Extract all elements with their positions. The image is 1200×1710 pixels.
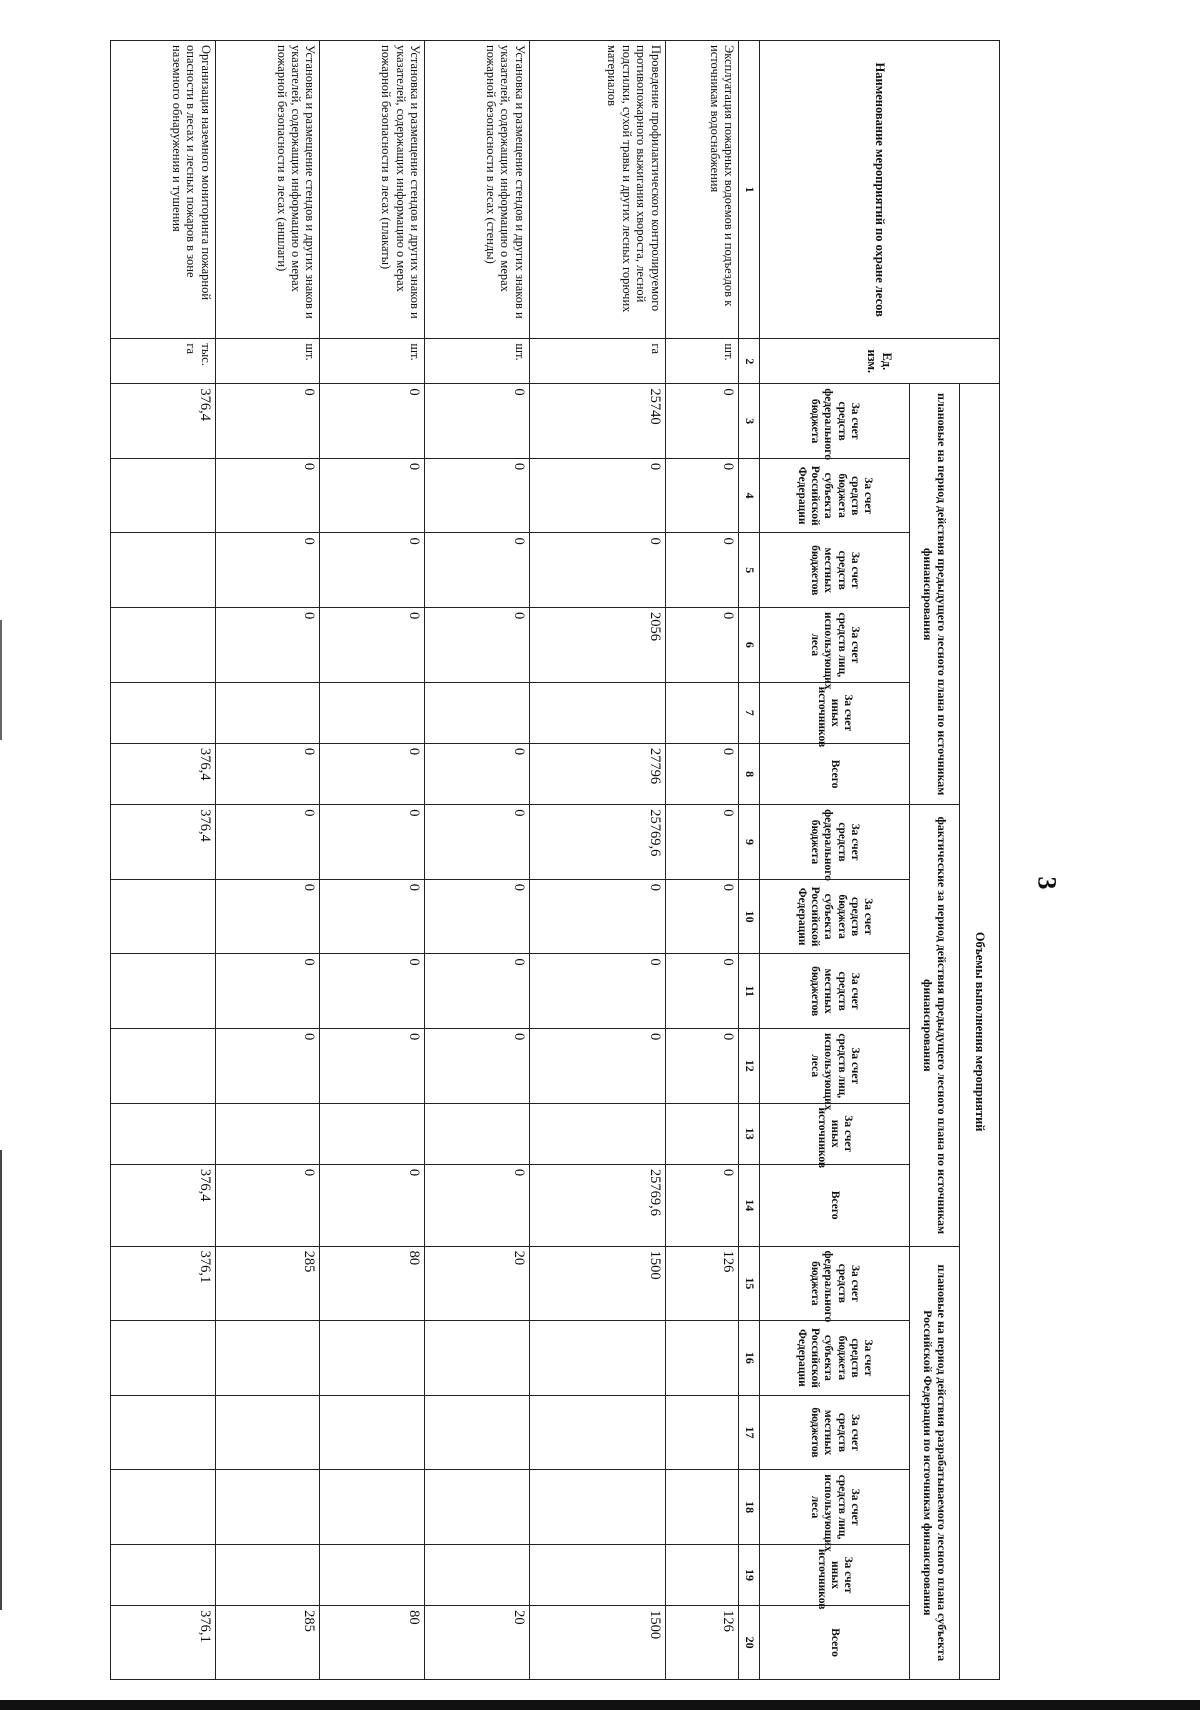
value-cell: 0 [215,608,320,683]
column-number: 15 [739,1246,760,1321]
header-group-planned-previous: плановые на период действия предыдущего лесного плана по источникам финансирования [910,384,960,805]
value-cell: 376,4 [111,1164,216,1246]
value-cell: 27796 [529,743,665,804]
header-source: За счет иных источников [760,1103,910,1164]
value-cell: 20 [425,1606,530,1680]
value-cell: 0 [320,743,425,804]
value-cell [111,1470,216,1545]
value-cell: 0 [320,458,425,533]
value-cell: 285 [215,1606,320,1680]
column-number: 19 [739,1544,760,1605]
header-volumes: Объемы выполнения мероприятий [960,384,1000,1680]
value-cell: 0 [320,384,425,459]
column-number: 11 [739,954,760,1029]
value-cell [111,1395,216,1470]
value-cell [320,682,425,743]
header-source: За счет средств лиц, использующих леса [760,608,910,683]
column-number: 17 [739,1395,760,1470]
scan-edge-mark [0,1150,2,1610]
value-cell: 0 [665,458,738,533]
activity-name: Организация наземного мониторинга пожарной опасности в лесах и лесных пожаров в зоне наземного обнаружения и тушения [111,41,216,339]
value-cell: 25769,6 [529,1164,665,1246]
forest-protection-table [110,40,1000,1680]
value-cell: 0 [665,954,738,1029]
column-number: 8 [739,743,760,804]
value-cell [529,1470,665,1545]
value-cell: 0 [320,954,425,1029]
value-cell [320,1103,425,1164]
scan-bottom-edge [0,1700,1200,1710]
value-cell [215,682,320,743]
value-cell [215,1103,320,1164]
activity-name: Установка и размещение стендов и других знаков и указателей, содержащих информацию о мерах пожарной безопасности в лесах (аншлаги) [215,41,320,339]
value-cell: 0 [529,954,665,1029]
value-cell [425,1395,530,1470]
unit-cell: га [529,339,665,384]
value-cell [529,1395,665,1470]
value-cell [111,533,216,608]
rotated-table-container [110,40,1000,1680]
value-cell: 0 [665,743,738,804]
table-row [111,41,216,1680]
header-group-actual-previous: фактические за период действия предыдущего лесного плана по источникам финансирования [910,805,960,1246]
column-number: 2 [739,339,760,384]
value-cell: 0 [320,879,425,954]
scan-edge-mark [0,620,2,740]
value-cell: 0 [425,805,530,880]
value-cell: 0 [529,879,665,954]
value-cell: 0 [425,954,530,1029]
value-cell [665,682,738,743]
value-cell [529,682,665,743]
header-source: Всего [760,1606,910,1680]
header-source: Всего [760,743,910,804]
value-cell [111,1321,216,1396]
header-group-planned-new: плановые на период действия разрабатываемого лесного плана субъекта Российской Федерации по источникам финансирования [910,1246,960,1679]
value-cell: 0 [215,384,320,459]
value-cell [320,1470,425,1545]
value-cell: 25769,6 [529,805,665,880]
column-number: 5 [739,533,760,608]
value-cell: 126 [665,1246,738,1321]
value-cell: 0 [215,805,320,880]
value-cell: 0 [665,384,738,459]
header-source: За счет средств лиц, использующих леса [760,1028,910,1103]
value-cell: 285 [215,1246,320,1321]
value-cell [215,1395,320,1470]
value-cell: 0 [320,1028,425,1103]
value-cell [425,1470,530,1545]
unit-cell: шт. [665,339,738,384]
value-cell: 0 [529,1028,665,1103]
value-cell [111,879,216,954]
header-source: За счет средств бюджета субъекта Российской Федерации [760,1321,910,1396]
value-cell: 376,4 [111,384,216,459]
column-number: 16 [739,1321,760,1396]
column-number: 4 [739,458,760,533]
table-row [665,41,738,1680]
value-cell [665,1395,738,1470]
table-row [215,41,320,1680]
value-cell: 0 [665,879,738,954]
table-row [425,41,530,1680]
column-number: 13 [739,1103,760,1164]
value-cell [665,1321,738,1396]
header-source: За счет иных источников [760,1544,910,1605]
value-cell [111,458,216,533]
value-cell [425,1321,530,1396]
header-source: За счет средств федерального бюджета [760,805,910,880]
value-cell: 0 [215,533,320,608]
value-cell [425,1103,530,1164]
value-cell: 0 [425,1028,530,1103]
column-number: 7 [739,682,760,743]
value-cell [111,682,216,743]
activity-name: Эксплуатация пожарных водоемов и подъездов к источникам водоснабжения [665,41,738,339]
value-cell: 376,4 [111,805,216,880]
value-cell [111,954,216,1029]
value-cell: 1500 [529,1606,665,1680]
column-number: 12 [739,1028,760,1103]
value-cell: 20 [425,1246,530,1321]
column-number: 1 [739,41,760,339]
value-cell: 376,1 [111,1246,216,1321]
value-cell: 0 [665,1164,738,1246]
value-cell: 0 [425,879,530,954]
value-cell: 0 [665,805,738,880]
value-cell [111,1028,216,1103]
value-cell [111,608,216,683]
unit-cell: тыс. га [111,339,216,384]
value-cell: 0 [529,458,665,533]
header-source: За счет средств бюджета субъекта Российской Федерации [760,879,910,954]
header-source: За счет средств местных бюджетов [760,1395,910,1470]
value-cell: 0 [320,533,425,608]
value-cell: 0 [425,458,530,533]
column-number: 6 [739,608,760,683]
value-cell: 0 [425,743,530,804]
header-source: Всего [760,1164,910,1246]
value-cell [529,1544,665,1605]
header-source: За счет средств местных бюджетов [760,954,910,1029]
column-number: 10 [739,879,760,954]
unit-cell: шт. [425,339,530,384]
value-cell [215,1321,320,1396]
header-activity-name: Наименование мероприятий по охране лесов [760,41,1000,339]
value-cell [111,1103,216,1164]
value-cell: 80 [320,1246,425,1321]
header-source: За счет иных источников [760,682,910,743]
column-number: 9 [739,805,760,880]
header-source: За счет средств местных бюджетов [760,533,910,608]
value-cell: 0 [320,608,425,683]
column-number: 3 [739,384,760,459]
value-cell [320,1321,425,1396]
header-unit: Ед. изм. [760,339,1000,384]
value-cell: 2056 [529,608,665,683]
header-source: За счет средств бюджета субъекта Российской Федерации [760,458,910,533]
value-cell: 0 [529,533,665,608]
header-source: За счет средств лиц, использующих леса [760,1470,910,1545]
column-number: 18 [739,1470,760,1545]
value-cell [665,1544,738,1605]
value-cell: 0 [665,533,738,608]
value-cell: 0 [320,805,425,880]
value-cell: 0 [215,743,320,804]
value-cell [529,1321,665,1396]
value-cell: 0 [215,1164,320,1246]
value-cell: 126 [665,1606,738,1680]
column-number: 20 [739,1606,760,1680]
value-cell: 0 [320,1164,425,1246]
value-cell [425,682,530,743]
value-cell [320,1395,425,1470]
value-cell: 80 [320,1606,425,1680]
value-cell: 0 [425,533,530,608]
value-cell [215,1470,320,1545]
value-cell: 0 [215,458,320,533]
header-source: За счет средств федерального бюджета [760,384,910,459]
value-cell: 0 [425,1164,530,1246]
value-cell: 0 [425,608,530,683]
value-cell: 0 [215,879,320,954]
value-cell: 25740 [529,384,665,459]
page-number: 3 [1032,876,1062,890]
table-row [529,41,665,1680]
value-cell [111,1544,216,1605]
unit-cell: шт. [215,339,320,384]
value-cell: 0 [215,1028,320,1103]
table-row [320,41,425,1680]
value-cell [425,1544,530,1605]
value-cell [320,1544,425,1605]
activity-name: Установка и размещение стендов и других знаков и указателей, содержащих информацию о мерах пожарной безопасности в лесах (плакаты) [320,41,425,339]
value-cell: 376,4 [111,743,216,804]
value-cell: 0 [215,954,320,1029]
value-cell: 0 [665,608,738,683]
value-cell: 0 [665,1028,738,1103]
activity-name: Проведение профилактического контролируемого противопожарного выжигания хвороста, лесной подстилки, сухой травы и других лесных горючих материалов [529,41,665,339]
header-source: За счет средств федерального бюджета [760,1246,910,1321]
activity-name: Установка и размещение стендов и других знаков и указателей, содержащих информацию о мерах пожарной безопасности в лесах (стенды) [425,41,530,339]
value-cell [529,1103,665,1164]
value-cell [665,1470,738,1545]
value-cell: 1500 [529,1246,665,1321]
value-cell [215,1544,320,1605]
column-number: 14 [739,1164,760,1246]
unit-cell: шт. [320,339,425,384]
value-cell: 0 [425,384,530,459]
value-cell: 376,1 [111,1606,216,1680]
value-cell [665,1103,738,1164]
